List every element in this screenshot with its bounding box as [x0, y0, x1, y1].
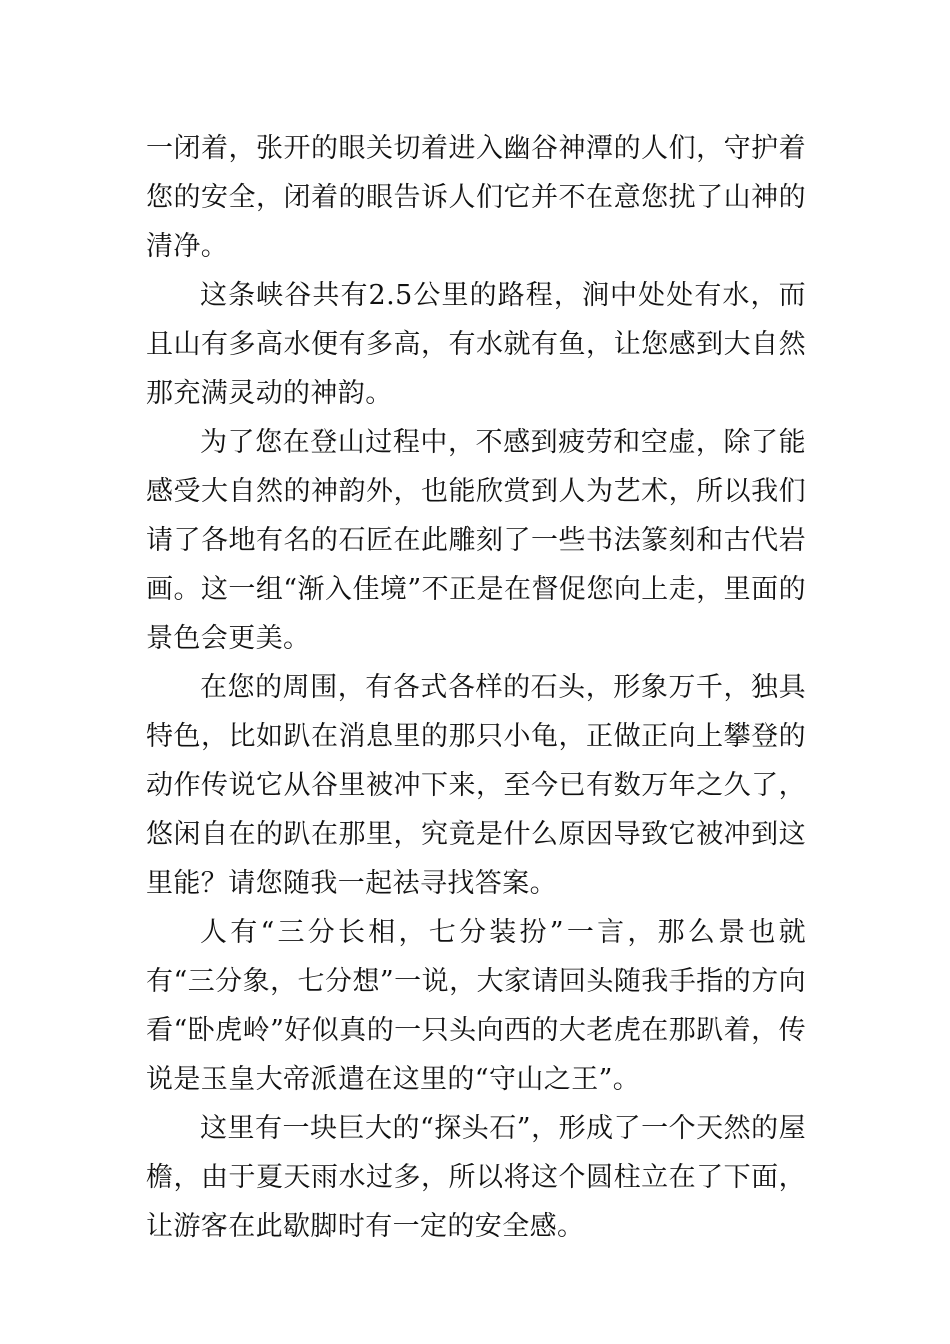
- paragraph-6: 这里有一块巨大的“探头石”，形成了一个天然的屋檐，由于夏天雨水过多，所以将这个圆柱立在了下面，让游客在此歇脚时有一定的安全感。: [146, 1113, 806, 1242]
- document-body: [146, 124, 806, 1251]
- paragraph-3: 为了您在登山过程中，不感到疲劳和空虚，除了能感受大自然的神韵外，也能欣赏到人为艺术，所以我们请了各地有名的石匠在此雕刻了一些书法篆刻和古代岩画。这一组“渐入佳境”不正是在督促您向上走，里面的景色会更美。: [146, 427, 806, 654]
- paragraph-4: 在您的周围，有各式各样的石头，形象万千，独具特色，比如趴在消息里的那只小龟，正做正向上攀登的动作传说它从谷里被冲下来，至今已有数万年之久了，悠闲自在的趴在那里，究竟是什么原因导致它被冲到这里能？请您随我一起祛寻找答案。: [146, 672, 806, 899]
- paragraph-2: 这条峡谷共有2.5公里的路程，涧中处处有水，而且山有多高水便有多高，有水就有鱼，让您感到大自然那充满灵动的神韵。: [146, 280, 806, 409]
- paragraph-1: 一闭着，张开的眼关切着进入幽谷神潭的人们，守护着您的安全，闭着的眼告诉人们它并不在意您扰了山神的清净。: [146, 133, 806, 262]
- paragraph-5: 人有“三分长相，七分装扮”一言，那么景也就有“三分象，七分想”一说，大家请回头随我手指的方向看“卧虎岭”好似真的一只头向西的大老虎在那趴着，传说是玉皇大帝派遣在这里的“守山之王”。: [146, 917, 806, 1095]
